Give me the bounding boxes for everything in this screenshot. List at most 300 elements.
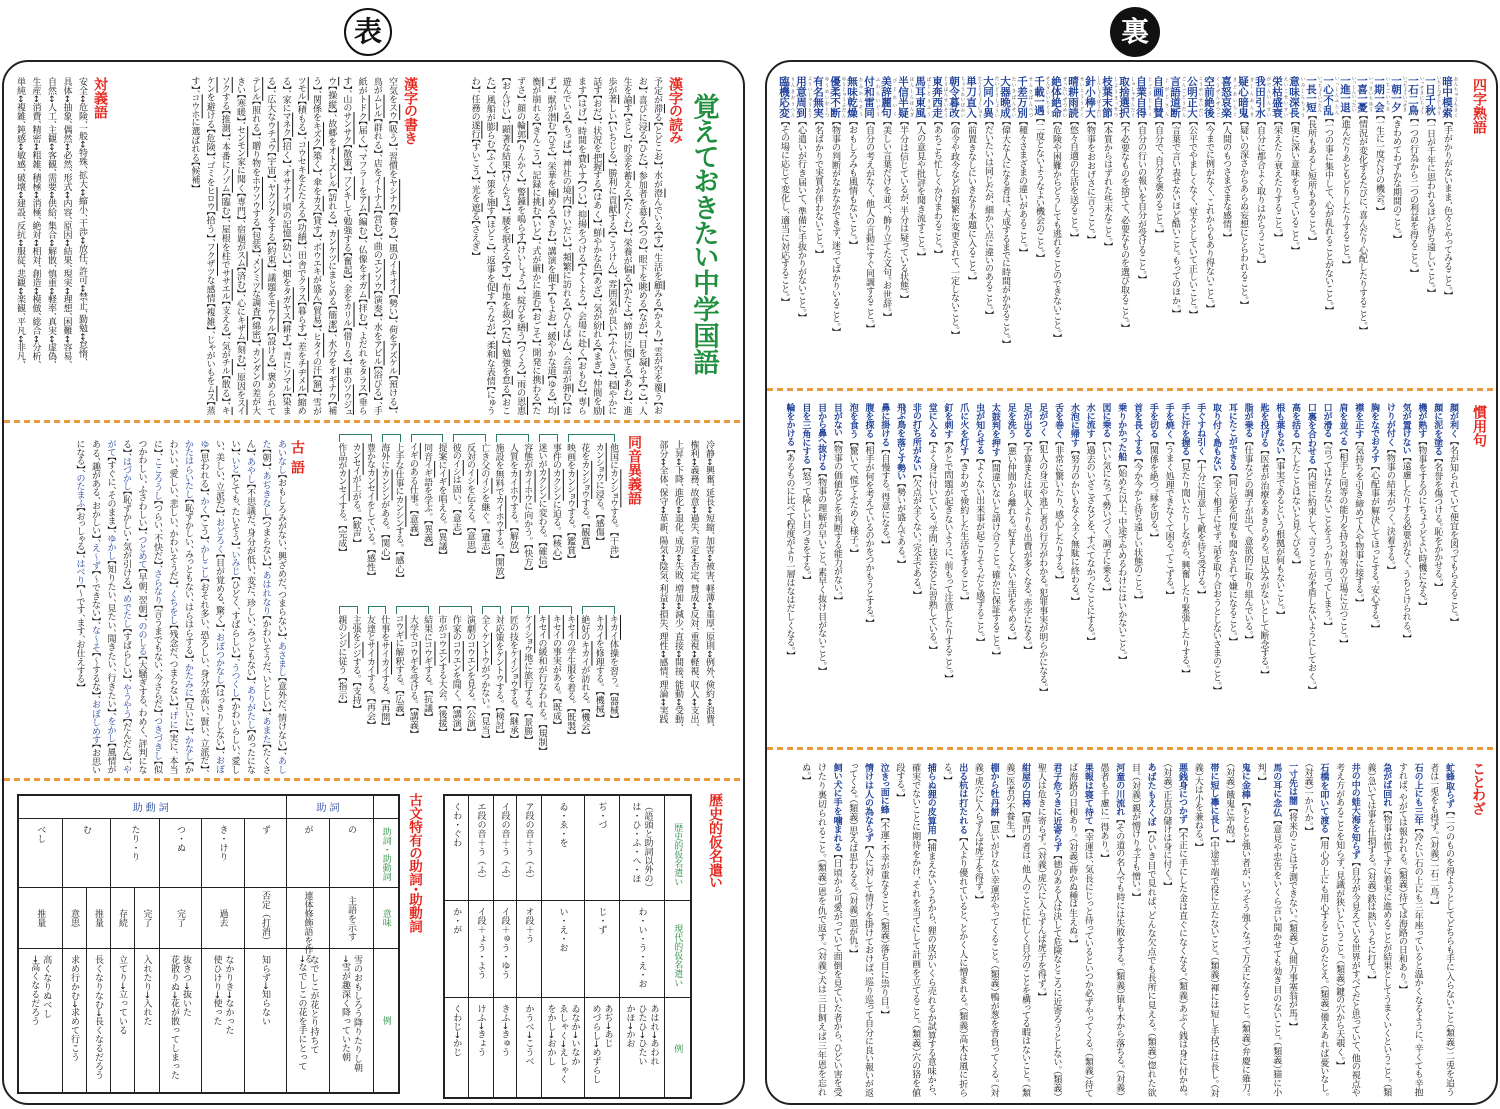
- example-lines: [92, 955, 104, 1089]
- historical-cell: [516, 795, 541, 901]
- phrase: カンケツにまとめる: [326, 229, 337, 306]
- idiom-term: 脂が乗る: [1242, 403, 1253, 438]
- opposite-word: 服従: [15, 246, 25, 265]
- kanji-answer: 【貿易】: [310, 301, 321, 329]
- reading-answer: 【もよお】: [545, 291, 556, 327]
- classical-word-item: [90, 544, 100, 626]
- furigana: ばじとうふう: [926, 76, 931, 118]
- idiom-term: 首を長くする: [1132, 403, 1143, 456]
- term-text: 朝令暮改: [948, 76, 960, 118]
- idiom-term: 腹を探る: [863, 403, 874, 439]
- homophone-entry: [420, 443, 434, 603]
- idiom-entry: [1239, 403, 1255, 739]
- kanji-writing-item: [250, 141, 260, 259]
- separator: 、: [606, 163, 617, 169]
- phrase: 人生を諭す: [621, 77, 647, 415]
- idiom-term: 気が置けない: [1400, 403, 1411, 455]
- section-heading-idioms: 慣用句: [1471, 405, 1487, 447]
- separator: 、: [310, 173, 321, 178]
- word: 成功: [673, 536, 683, 555]
- meaning: 完了: [141, 909, 152, 927]
- phrase: 店をイトナム: [371, 158, 382, 210]
- modern-kana: か・が: [451, 907, 462, 934]
- separator: 、: [280, 346, 291, 352]
- opposite-word: 消極: [30, 198, 41, 217]
- kanji-answer: 【継承】: [507, 712, 518, 740]
- separator: 、: [219, 137, 230, 143]
- phrase: 腰を据える: [499, 216, 510, 261]
- definition: 【言ってはならないことをうっかり言ってしまう。】: [1321, 440, 1332, 626]
- antonym-pair: [15, 317, 25, 365]
- modern-kana: イ段＋ゅう・ゆう: [499, 907, 510, 979]
- separator: 、: [356, 148, 367, 154]
- furigana: はんしんはんぎ: [909, 76, 914, 118]
- opposite-word: 損失: [657, 609, 668, 628]
- phrase: 返事を促す: [484, 255, 495, 301]
- separator: 、: [673, 579, 683, 585]
- kanji-answer: 【規制】: [536, 724, 547, 752]
- antonym-pair: [77, 77, 87, 125]
- example-line: 入れたり→入れた: [141, 954, 152, 1026]
- historical-kana: ゐ・ゑ・を: [557, 802, 568, 847]
- antonym-pair: [77, 125, 87, 171]
- definition: 【不運・不幸が重なること。（類義）落ち目に祟り目。】: [878, 816, 889, 1015]
- definition: 【今までに例がなく、これからもあり得ないこと。】: [1204, 121, 1214, 309]
- row-header-meaning: 意味: [380, 909, 391, 927]
- definition: 【全く相手にせず、話を取り合おうとしないさまのこと。】: [1211, 475, 1222, 691]
- kanji-answer: 【照れる】: [250, 100, 261, 137]
- homophone-entry: [606, 615, 620, 775]
- kanji-reading-item: [530, 246, 540, 348]
- antonym-pair: [31, 317, 41, 365]
- word: 干渉: [77, 218, 87, 237]
- classical-word: おぼゆ: [198, 440, 224, 774]
- sideline-mark: イトナム: [371, 176, 382, 210]
- classical-meaning: 【不思議だ、身分が低い、変だ、珍しい、みっともない】: [245, 483, 255, 682]
- example-cell: [286, 948, 329, 1093]
- homophone-row: [334, 606, 620, 778]
- sideline-mark: スイソク: [219, 77, 245, 415]
- definition: 【長所もあるし短所もあること。】: [1306, 115, 1316, 242]
- sideline-mark: イシ: [465, 469, 476, 485]
- term-text: 一期一会: [1373, 76, 1385, 113]
- kanji-answer: 【核心】: [550, 533, 561, 561]
- sideline-mark: カイホウ: [522, 469, 533, 503]
- double-arrow-icon: ↔: [673, 554, 683, 562]
- example-lines: [296, 955, 320, 1089]
- sideline-mark: 輪郭: [515, 121, 526, 140]
- antonym-pair: [62, 221, 72, 269]
- sideline-mark: 極: [545, 188, 556, 198]
- word: 需要: [46, 173, 56, 192]
- homophone-entry: [477, 443, 491, 603]
- separator: 、: [198, 769, 209, 774]
- classical-meaning: 【すぐに、そのまま】: [105, 456, 116, 531]
- antonym-pair: [31, 125, 41, 173]
- homophone-entry: [434, 615, 448, 775]
- phrase: 青にソマル: [280, 351, 291, 393]
- reading-answer: 【にゅうわ】: [469, 77, 495, 415]
- separator: 、: [575, 392, 586, 398]
- separator: 、: [387, 239, 397, 244]
- sentence: 対応策をケントウする。: [493, 615, 504, 704]
- kanji-writing-item: [372, 77, 382, 159]
- yojijukugo-term: [1118, 76, 1135, 118]
- antonym-pair: [62, 125, 72, 173]
- yojijukugo-term: [1339, 76, 1356, 113]
- definition: 【幸運は、気長にじっと待っているといつか必ずやってくる。（類義）待てば海路の日和あり。（対義）蒔かぬ種は生えぬ。】: [1067, 763, 1093, 1097]
- opposite-word: 退化: [673, 513, 683, 532]
- reading-answer: 【はげ】: [575, 94, 586, 122]
- furigana: いっきいちゆう: [1368, 76, 1373, 113]
- definition: 【捕まえないうちから、狸の皮がいくら売れるか試算する意味から、確実でないことに期待をかけ、それを当てにして計画を立てること。（類義）穴の狢を値段する。】: [894, 763, 936, 1097]
- kanji-answer: 【広義】: [393, 689, 404, 717]
- classical-word-item: [75, 474, 85, 560]
- kanji-writing-item: [326, 230, 336, 339]
- separator: 、: [46, 216, 56, 222]
- homophone-entry: [534, 443, 548, 603]
- proverb-term: 紺屋の白袴: [1020, 763, 1031, 808]
- double-arrow-icon: ↔: [15, 95, 25, 103]
- furigana: じがじさん: [1164, 76, 1169, 118]
- phrase: 議題をモウケル: [265, 273, 276, 333]
- idiom-term: 非の打ち所がない: [910, 403, 921, 472]
- opposite-word: 特殊: [77, 148, 87, 167]
- definition: 【十分に用意して敵を待ち受ける。】: [1195, 458, 1206, 595]
- sideline-mark: 顕著: [499, 124, 510, 143]
- separator: 、: [204, 238, 215, 244]
- separator: 、: [77, 166, 87, 171]
- classical-meaning: 【つらい、不快だ】: [152, 500, 162, 566]
- reading-answer: 【すいこう】: [469, 138, 480, 181]
- sideline-mark: キザム: [234, 316, 245, 341]
- classical-meaning: 【はっきりしない】: [214, 684, 224, 752]
- example-line: かほ→かお: [624, 1004, 635, 1048]
- reading-answer: 【たずさ】: [515, 77, 541, 415]
- kanji-answer: 【関心】: [379, 533, 390, 561]
- sideline-mark: エンソウ: [371, 259, 382, 291]
- definition: 【本質からはずれた些末なこと。】: [1102, 121, 1112, 247]
- term-text: 枝葉末節: [1101, 76, 1113, 118]
- classical-word: あぢきなし: [260, 471, 271, 517]
- homophone-entries: [334, 615, 363, 775]
- word: き・けり: [217, 824, 228, 861]
- classical-meaning: 【恥ずかしい、みっともない、はらはらする】: [183, 498, 193, 659]
- double-arrow-icon: ↔: [30, 239, 41, 247]
- separator: 、: [183, 731, 193, 736]
- idiom-entry: [907, 403, 923, 739]
- historical-cell: [541, 795, 584, 901]
- reading-answer: 【ゆる】: [545, 375, 556, 402]
- term-text: 一心不乱: [1322, 76, 1334, 116]
- group-bracket: [568, 434, 615, 442]
- term-text: 取捨選択: [1118, 76, 1130, 118]
- example-line: あぢ→あじ: [602, 1004, 613, 1048]
- example-cell: [541, 998, 584, 1098]
- idiom-list: [780, 403, 1460, 739]
- kanji-writing-item: [341, 176, 351, 284]
- separator: 、: [61, 216, 72, 222]
- kanji-reading-item: [546, 95, 556, 162]
- opposite-word: 受動: [673, 705, 683, 724]
- definition: 【命令や政令などが頻繁に変更されて、一定しないこと。】: [949, 121, 959, 336]
- meaning-row: [18, 887, 399, 948]
- kanji-answer: 【縮める】: [280, 77, 306, 415]
- proverb-term: 一寸先は闇: [1286, 763, 1297, 806]
- separator: 、: [15, 216, 25, 222]
- definition: 【二度とないようなよい機会のこと。】: [1034, 118, 1044, 259]
- antonym-row: [43, 77, 59, 415]
- proverb-term: 君子危うきに近寄らず: [1051, 763, 1062, 852]
- definition: 【よく身に付いている。学問・技芸などに習熟している。】: [926, 440, 937, 650]
- sideline-mark: 費: [575, 153, 586, 164]
- yojijukugo-list: [776, 76, 1458, 382]
- furigana: いみしんちょう: [1300, 76, 1305, 118]
- double-arrow-icon: ↔: [61, 95, 72, 103]
- sideline-mark: ツモル: [295, 77, 306, 101]
- homophone-entries: [577, 615, 620, 775]
- classical-word: かく: [198, 497, 209, 515]
- antonym-pair: [658, 632, 668, 680]
- kanji-writing-item: [296, 141, 306, 251]
- phrase: 畑をタガヤス: [280, 269, 291, 320]
- proverb-term: 井の中の蛙大海を知らず: [1349, 763, 1360, 859]
- kanji-answer: 【干渉】: [608, 531, 618, 559]
- modern-kana: じ・ず: [596, 907, 607, 934]
- reading-answer: 【うなが】: [484, 300, 495, 336]
- category-auxiliary-verb: 助動詞: [18, 795, 286, 818]
- term-text: 言語道断: [1169, 76, 1181, 118]
- word: 軽薄: [704, 584, 714, 603]
- idiom-term: 泡を食う: [847, 403, 858, 439]
- idiom-entry: [1318, 403, 1334, 739]
- opposite-word: 結果: [61, 246, 72, 265]
- antonym-pair: [46, 317, 56, 365]
- definition: 【きわめてわずかな期間のこと。】: [1391, 115, 1401, 240]
- homophone-entry: [606, 443, 620, 603]
- definition: 【種々さまざまの違いがあること。】: [1017, 121, 1027, 253]
- furigana: しんしょうぼうだい: [1096, 76, 1101, 118]
- sideline-mark: ソウジュウ: [326, 77, 352, 415]
- opposite-word: 抽象: [61, 102, 72, 121]
- word: 一般: [77, 125, 87, 141]
- sideline-mark: ムレル: [371, 94, 382, 119]
- sentence: キカイを修理する。: [593, 615, 604, 688]
- homophone-entry: [477, 615, 491, 775]
- separator: 、: [61, 168, 72, 174]
- yojijukugo-term: [948, 76, 965, 118]
- kanji-reading-item: [576, 126, 586, 210]
- idiom-entry: [1444, 403, 1460, 739]
- classical-word: あさまし: [276, 641, 286, 677]
- proverb-term: あばたもえくぼ: [1145, 763, 1156, 827]
- word-cell: [201, 818, 244, 887]
- homophone-entry: [506, 443, 520, 603]
- separator: 、: [189, 89, 200, 95]
- kanji-answer: 【演奏】: [371, 290, 382, 318]
- separator: 、: [657, 579, 668, 585]
- definition: 【非常に驚いたり、感心したりする。】: [1053, 441, 1064, 580]
- kanji-writing-item: [281, 169, 291, 269]
- example-row: [444, 998, 691, 1098]
- separator: 、: [704, 675, 714, 681]
- example-lines: [28, 955, 52, 1089]
- word: 悲観: [15, 269, 25, 288]
- kanji-writing-item: [341, 284, 351, 367]
- separator: 、: [704, 531, 714, 537]
- kanji-reading-item: [515, 187, 525, 295]
- phrase: 褒められてテレル: [250, 77, 276, 415]
- idiom-entry: [1128, 403, 1144, 739]
- sideline-mark: コウギ: [407, 640, 418, 666]
- word: 困難: [61, 317, 72, 336]
- phrase: マフラーをアム: [356, 153, 367, 213]
- example-line: ひたひ→ひたい: [636, 1004, 647, 1066]
- idiom-term: 爪に火を灯す: [958, 403, 969, 456]
- separator: 、: [214, 513, 224, 519]
- idiom-term: 輪をかける: [784, 403, 795, 446]
- sideline-mark: 催: [545, 273, 556, 283]
- separator: 、: [234, 293, 245, 299]
- kanji-reading-list: [466, 77, 664, 415]
- kanji-answer: 【群れる】: [371, 118, 382, 155]
- proverb-entry: [1299, 763, 1330, 1097]
- sideline-mark: オガム: [356, 273, 367, 299]
- antonym-pair: [704, 680, 714, 728]
- antonym-pair: [689, 488, 699, 536]
- kanji-answer: 【鑑賞】: [565, 532, 576, 560]
- classical-meaning: 【朝】: [260, 448, 271, 467]
- separator: 、: [105, 712, 116, 718]
- separator: 、: [30, 216, 41, 222]
- antonym-pair: [31, 77, 41, 125]
- sentence: 同音イギ語を学ぶ。: [422, 443, 433, 518]
- homophone-group: [363, 606, 392, 775]
- example-lines: [624, 1004, 660, 1092]
- classical-word: うつくし: [229, 663, 240, 698]
- idiom-term: 目を三角にする: [800, 403, 811, 464]
- yojijukugo-term: [846, 76, 863, 118]
- reading-answer: 【もっぱ】: [560, 119, 571, 155]
- definition: 【専門の者は、他人のことに忙しく自分のことを構ってる暇はないこと。（類義）医者の不養生。】: [1004, 763, 1031, 1097]
- historical-cell: [493, 795, 516, 901]
- phrase: 会話が弾む: [560, 356, 571, 402]
- term-text: 自画自賛: [1152, 76, 1164, 118]
- classical-meaning: 【大騒ぎする、わめく、評判になる】: [121, 440, 147, 774]
- reading-answer: 【ひんぱん】: [560, 306, 571, 352]
- furigana: ふわらいどう: [875, 76, 880, 118]
- phrase: 水分をオギナウ: [326, 338, 337, 402]
- definition: 【仕事などの調子が出て、意欲的に取り組んでいる。】: [1242, 440, 1253, 640]
- separator: 、: [152, 713, 162, 718]
- section-heading-homophones: 同音異義語: [626, 435, 642, 505]
- example-line: ゐなか→いなか: [569, 1004, 580, 1066]
- homophone-entries: [448, 443, 491, 603]
- yojijukugo-term: [1033, 76, 1050, 116]
- word: 原則: [704, 632, 714, 651]
- homophone-entry: [406, 443, 420, 603]
- sideline-mark: センモン: [234, 126, 245, 158]
- phrase: 金をカリル: [341, 284, 352, 327]
- furigana: いちじつせんしゅう: [1436, 76, 1441, 116]
- homophone-entry: [491, 615, 505, 775]
- classical-meaning: 【思われる】: [198, 448, 209, 493]
- opposite-word: 禁止: [77, 292, 87, 311]
- phrase: 時間を費やす: [575, 126, 586, 181]
- sideline-mark: キセイ: [536, 615, 547, 640]
- definition: 【始めた以上、中途でやめるわけにはいかないこと。】: [1116, 464, 1127, 660]
- term-text: 有名無実: [812, 76, 824, 118]
- classical-word-item: [90, 626, 100, 700]
- definition: 【あちこち忙しくかけまわること。】: [932, 121, 942, 254]
- phrase: 故郷をオトズレル: [326, 118, 337, 188]
- phrase: 生活を顧みる: [652, 253, 662, 307]
- homophone-entry: [549, 615, 563, 775]
- separator: 、: [704, 579, 714, 585]
- historical-kana: ア段の音＋う（ふ）: [523, 802, 534, 883]
- kanji-answer: 【耕す】: [280, 319, 291, 347]
- meaning-cell: [110, 887, 134, 948]
- term-text: 暗中模索: [1441, 76, 1453, 118]
- yojijukugo-term: [1067, 76, 1084, 118]
- definition: 【犯人の身元や逃亡者の行方がわかる。犯罪事実が明らかになる。】: [1037, 439, 1048, 692]
- phrase: 本番にノゾム: [219, 142, 230, 193]
- group-bracket: [496, 434, 529, 442]
- definition: 【名誉を傷つける。恥をかかせる。】: [1432, 458, 1443, 588]
- kanji-answer: 【感傷】: [593, 514, 604, 542]
- homophone-entry: [448, 615, 462, 775]
- kanji-reading-item: [652, 171, 662, 254]
- word: べし: [35, 824, 46, 843]
- group-bracket: [382, 434, 401, 442]
- yojijukugo-term: [1135, 76, 1152, 118]
- kanji-answer: 【開放】: [493, 552, 504, 580]
- definition: 【よくない出来事が起こりそうだと感ずること。】: [974, 457, 985, 642]
- kanji-writing-item: [265, 184, 275, 273]
- idiom-term: 足がつく: [1037, 403, 1048, 437]
- phrase: 習慣をヤシナウ: [387, 151, 397, 212]
- definition: 【物事の価値などを判断する能力がない。】: [831, 439, 842, 601]
- separator: 、: [499, 120, 510, 125]
- opposite-word: 消費: [30, 102, 41, 121]
- antonym-row: [654, 440, 670, 770]
- opposite-word: 浪費: [704, 705, 714, 724]
- double-arrow-icon: ↔: [46, 95, 56, 103]
- idiom-entry: [939, 403, 955, 739]
- separator: 、: [204, 156, 215, 162]
- example-lines: [168, 955, 192, 1089]
- idiom-entry: [1065, 403, 1081, 739]
- group-bracket: [339, 606, 358, 614]
- kanji-reading-item: [470, 185, 480, 256]
- sentence: キセイの事実がある。: [550, 615, 561, 696]
- separator: 、: [652, 165, 662, 171]
- word: たり・り: [129, 824, 140, 861]
- idiom-entry: [844, 403, 860, 739]
- yojijukugo-term: [1186, 76, 1203, 118]
- kanji-answer: 【補う】: [310, 77, 337, 415]
- example-cell: [516, 998, 541, 1098]
- definition: 【前置きなしにいきなり本題に入ること。】: [966, 121, 976, 281]
- modern-cell: [468, 901, 493, 998]
- phrase: 勝利に貢献する: [606, 168, 617, 231]
- header-cell-historical: [664, 795, 691, 901]
- sentence: 大学でコウギを受ける。: [407, 615, 418, 705]
- definition: 【一生に一度だけの機会。】: [1374, 115, 1384, 212]
- definition: 【奥に深い意味をもっていること。】: [1289, 121, 1299, 251]
- separator: 、: [280, 264, 291, 270]
- kanji-reading-item: [561, 159, 571, 253]
